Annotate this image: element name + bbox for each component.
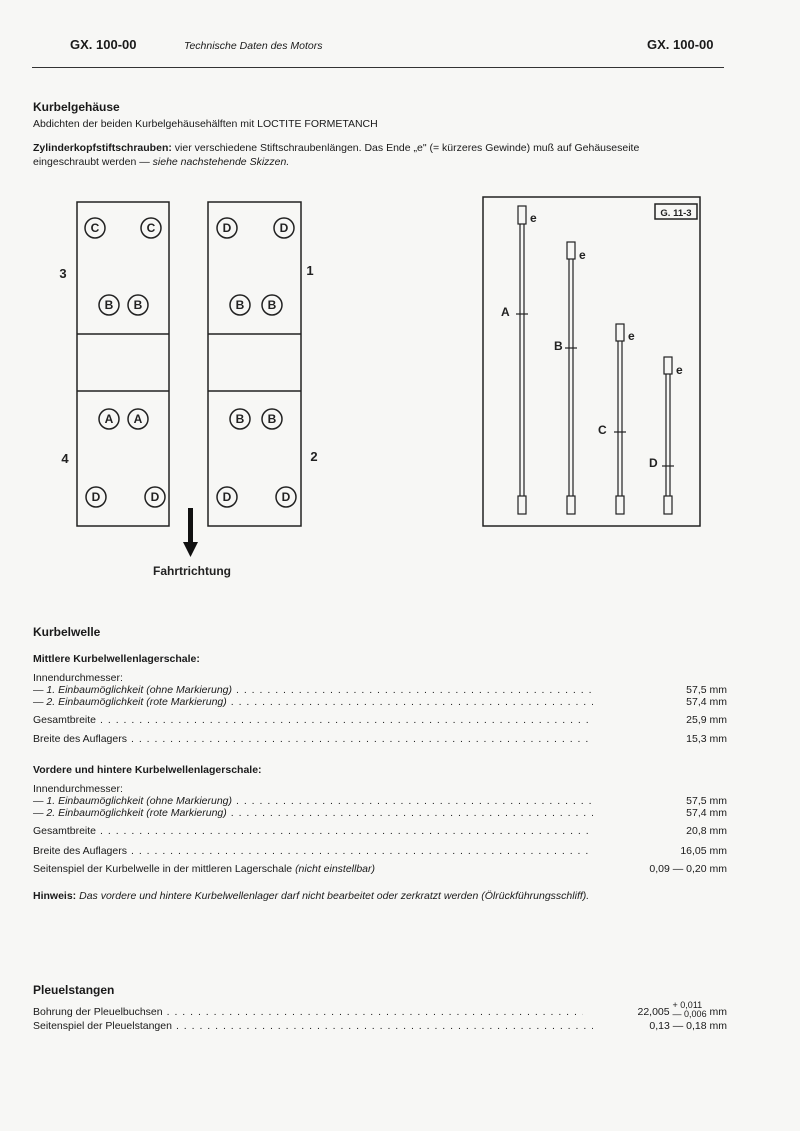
spec-value: 20,8 mm (686, 825, 727, 837)
kurbelgehaeuse-line1: Abdichten der beiden Kurbelgehäusehälften mit LOCTITE FORMETANCH (33, 118, 378, 130)
stud-letter-d: D (281, 490, 291, 504)
stud-letter-d: D (222, 490, 232, 504)
header-title: Technische Daten des Motors (184, 40, 323, 52)
stud-letter-d: D (279, 221, 289, 235)
stud-end-d: e (676, 363, 683, 377)
stud-letter-d: D (91, 490, 101, 504)
spec-row (33, 1000, 727, 1019)
vordere-title: Vordere und hintere Kurbelwellenlagerschale: (33, 764, 262, 776)
stud-label-a: A (501, 305, 510, 319)
spec-value-tolerance: 22,005 + 0,011 — 0,006 mm (637, 1000, 727, 1019)
spec-label: Breite des Auflagers (33, 733, 127, 745)
stud-end-c: e (628, 329, 635, 343)
spec-row (33, 863, 727, 877)
zylinder-paragraph (33, 142, 733, 154)
left-block (77, 202, 169, 526)
zylinder-text: vier verschiedene Stiftschraubenlängen. Das Ende „e" (= kürzeres Gewinde) muß auf Gehäuseseite (171, 142, 640, 154)
cylinder-number-4: 4 (61, 451, 69, 466)
spec-value: 0,09 — 0,20 mm (649, 863, 727, 875)
spec-label: Seitenspiel der Pleuelstangen (33, 1020, 172, 1032)
spec-value: 0,13 — 0,18 mm (649, 1020, 727, 1032)
stud-letter-d: D (222, 221, 232, 235)
stud-letter-b: B (133, 298, 143, 312)
spec-value: 57,5 mm (686, 795, 727, 807)
zylinder-text2: eingeschraubt werden — (33, 156, 153, 168)
spec-value: 57,4 mm (686, 807, 727, 819)
spec-row (33, 845, 727, 859)
stud-a (516, 206, 528, 514)
section-title-pleuelstangen: Pleuelstangen (33, 983, 115, 997)
spec-label: Gesamtbreite (33, 714, 97, 726)
spec-label: Seitenspiel der Kurbelwelle in der mittleren Lagerschale (nicht einstellbar) (33, 863, 376, 875)
stud-letter-a: A (104, 412, 114, 426)
stud-label-c: C (598, 423, 607, 437)
stud-letter-c: C (146, 221, 156, 235)
spec-value: 25,9 mm (686, 714, 727, 726)
stud-letter-b: B (235, 298, 245, 312)
header-code-right: GX. 100-00 (647, 37, 714, 52)
stud-letter-b: B (235, 412, 245, 426)
vordere-innendurchmesser: Innendurchmesser: (33, 783, 123, 795)
hinweis-label: Hinweis: (33, 890, 77, 902)
crankcase-diagram (50, 195, 350, 585)
stud-b (565, 242, 577, 514)
spec-value: 57,5 mm (686, 684, 727, 696)
stud-d (662, 357, 674, 514)
spec-label: Bohrung der Pleuelbuchsen (33, 1005, 163, 1018)
cylinder-number-2: 2 (310, 449, 318, 464)
header-rule (32, 67, 724, 68)
figure-tag: G. 11-3 (660, 208, 692, 219)
spec-row (33, 714, 727, 728)
spec-row (33, 733, 727, 747)
stud-letter-b: B (267, 412, 277, 426)
cylinder-number-1: 1 (306, 263, 314, 278)
stud-label-b: B (554, 339, 563, 353)
stud-letter-a: A (133, 412, 143, 426)
stud-letter-d: D (150, 490, 160, 504)
header-code-left: GX. 100-00 (70, 37, 137, 52)
spec-row (33, 807, 727, 821)
stud-c (614, 324, 626, 514)
zylinder-label: Zylinderkopfstiftschrauben: (33, 142, 172, 154)
section-title-kurbelwelle: Kurbelwelle (33, 625, 101, 639)
right-block (208, 202, 301, 526)
stud-letter-c: C (90, 221, 100, 235)
zylinder-text2-italic: siehe nachstehende Skizzen. (152, 156, 290, 168)
cylinder-number-3: 3 (59, 266, 67, 281)
stud-label-d: D (649, 456, 658, 470)
spec-row (33, 825, 727, 839)
spec-label: — 1. Einbaumöglichkeit (ohne Markierung) (33, 684, 233, 696)
spec-row (33, 696, 727, 710)
mittlere-innendurchmesser: Innendurchmesser: (33, 672, 123, 684)
stud-letter-b: B (104, 298, 114, 312)
direction-arrow-icon (183, 508, 198, 557)
spec-label: Gesamtbreite (33, 825, 97, 837)
spec-value: 57,4 mm (686, 696, 727, 708)
spec-row (33, 1020, 727, 1034)
stud-letter-b: B (267, 298, 277, 312)
stud-diagram (482, 196, 702, 528)
spec-label: Breite des Auflagers (33, 845, 127, 857)
stud-end-b: e (579, 248, 586, 262)
spec-label: — 2. Einbaumöglichkeit (rote Markierung) (33, 696, 227, 708)
stud-end-a: e (530, 211, 537, 225)
spec-label: — 2. Einbaumöglichkeit (rote Markierung) (33, 807, 227, 819)
zylinder-paragraph-line2 (33, 156, 289, 168)
hinweis-text: Das vordere und hintere Kurbelwellenlager darf nicht bearbeitet oder zerkratzt werden (Ölrückführungsschliff). (76, 890, 590, 902)
mittlere-title: Mittlere Kurbelwellenlagerschale: (33, 653, 200, 665)
spec-value: 16,05 mm (680, 845, 727, 857)
section-title-kurbelgehaeuse: Kurbelgehäuse (33, 100, 120, 114)
hinweis (33, 890, 589, 902)
spec-label: — 1. Einbaumöglichkeit (ohne Markierung) (33, 795, 233, 807)
direction-label: Fahrtrichtung (153, 564, 231, 578)
spec-value: 15,3 mm (686, 733, 727, 745)
